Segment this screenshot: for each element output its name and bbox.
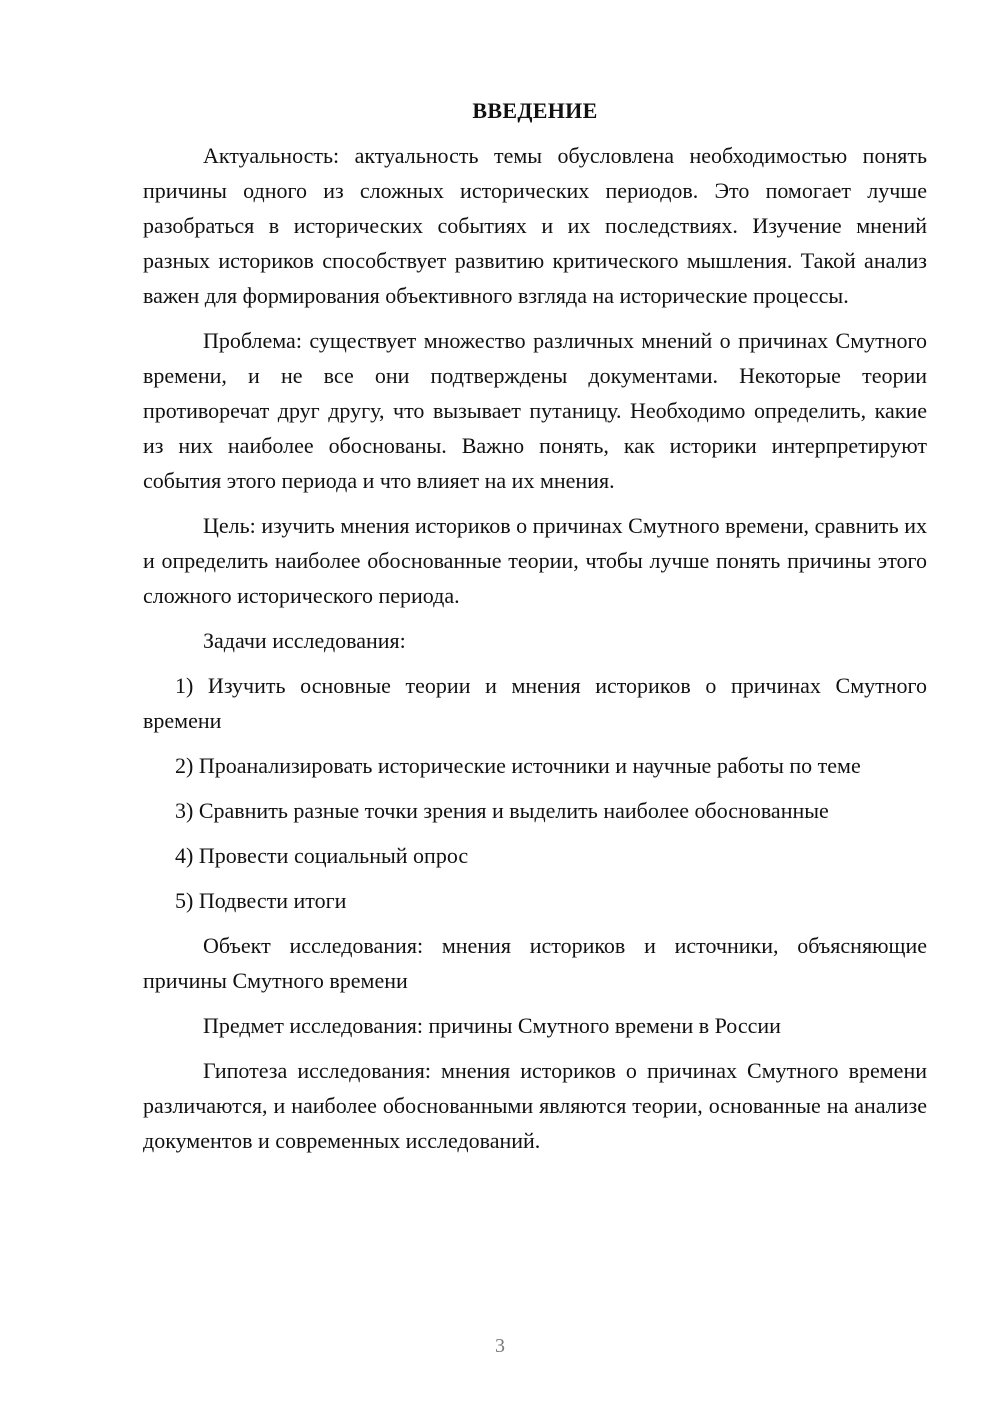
problem-paragraph: Проблема: существует множество различных мнений о причинах Смутного времени, и не все они подтверждены документами. Некоторые теории противоречат друг другу, что вызывает путаницу. Необходимо определить, какие из них наиболее обоснованы. Важно понять, как историки интерпретируют события этого периода и что влияет на их мнения. [143,328,927,493]
task-item-2: 2) Проанализировать исторические источники и научные работы по теме [175,753,861,778]
section-title: ВВЕДЕНИЕ [472,98,598,123]
object-paragraph: Объект исследования: мнения историков и источники, объясняющие причины Смутного времени [143,933,927,993]
document-page [143,96,927,1168]
subject-paragraph: Предмет исследования: причины Смутного времени в России [203,1013,781,1038]
tasks-heading: Задачи исследования: [203,628,406,653]
goal-paragraph: Цель: изучить мнения историков о причинах Смутного времени, сравнить их и определить наиболее обоснованные теории, чтобы лучше понять причины этого сложного исторического периода. [143,513,927,608]
page-number: 3 [495,1335,505,1357]
task-item-4: 4) Провести социальный опрос [175,843,469,868]
relevance-paragraph: Актуальность: актуальность темы обусловлена необходимостью понять причины одного из сложных исторических периодов. Это помогает лучше разобраться в исторических событиях и их последствиях. Изучение мнений разных историков способствует развитию критического мышления. Такой анализ важен для формирования объективного взгляда на исторические процессы. [143,143,927,308]
hypothesis-paragraph: Гипотеза исследования: мнения историков о причинах Смутного времени различаются, и наиболее обоснованными являются теории, основанные на анализе документов и современных исследований. [143,1058,927,1153]
task-item-5: 5) Подвести итоги [175,888,347,913]
task-item-3: 3) Сравнить разные точки зрения и выделить наиболее обоснованные [175,798,829,823]
task-item-1: 1) Изучить основные теории и мнения историков о причинах Смутного времени [143,673,927,733]
